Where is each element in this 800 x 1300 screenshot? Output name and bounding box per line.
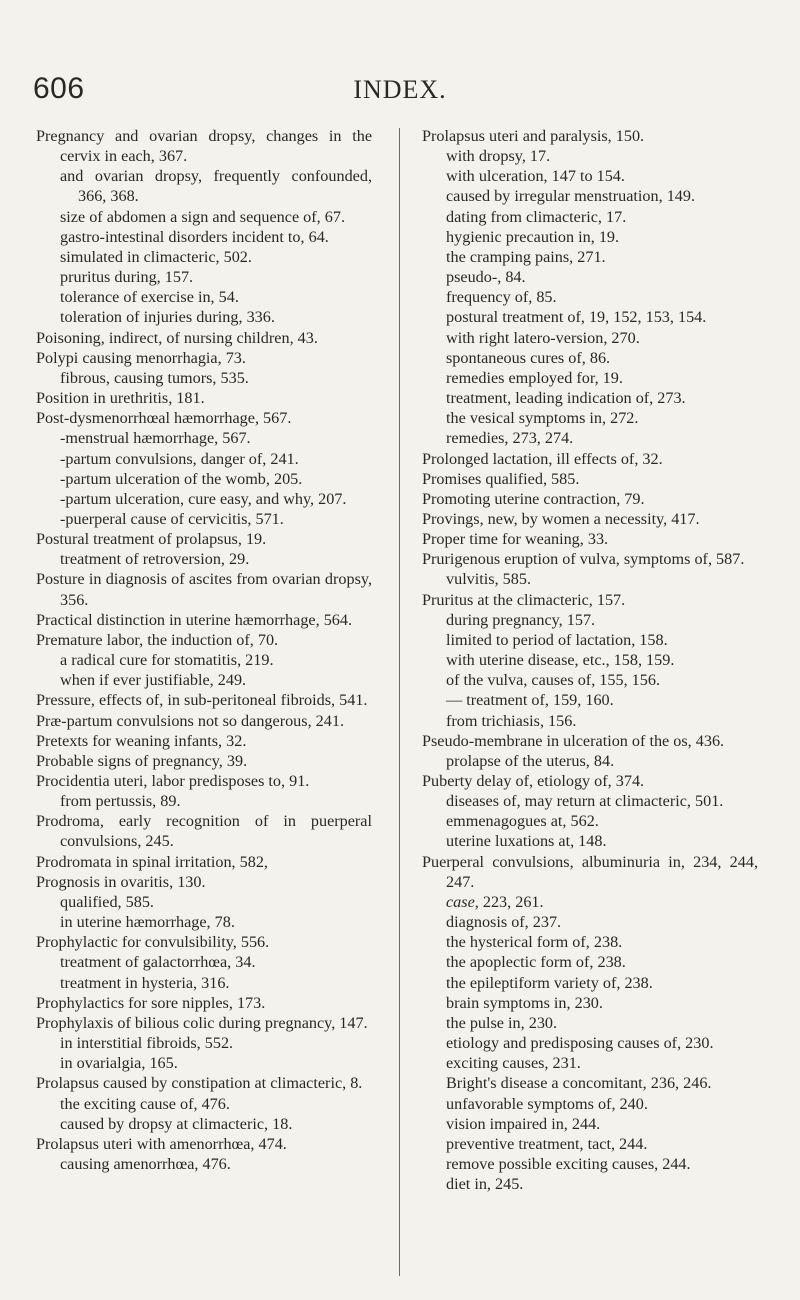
index-entry: Præ-partum convulsions not so dangerous, 241. <box>36 711 344 730</box>
index-subentry: — treatment of, 159, 160. <box>446 691 614 710</box>
index-subentry: treatment of galactorrhœa, 34. <box>60 953 256 972</box>
index-entry: Prolonged lactation, ill effects of, 32. <box>422 449 663 468</box>
index-entry: Prolapsus uteri and paralysis, 150. <box>422 127 645 145</box>
index-subentry: -partum ulceration, cure easy, and why, 207. <box>60 489 347 508</box>
index-entry: Prodromata in spinal irritation, 582, <box>36 852 268 871</box>
index-subentry: qualified, 585. <box>60 892 154 911</box>
index-subentry: remove possible exciting causes, 244. <box>446 1154 691 1173</box>
index-entry: Post-dysmenorrhœal hæmorrhage, 567. <box>36 409 292 428</box>
index-subentry: a radical cure for stomatitis, 219. <box>60 651 274 670</box>
index-subentry: from trichiasis, 156. <box>446 711 577 730</box>
index-subentry: uterine luxations at, 148. <box>446 832 607 851</box>
index-entry: Posture in diagnosis of ascites from ovarian dropsy, 356. <box>36 570 372 609</box>
index-subentry: from pertussis, 89. <box>60 792 181 811</box>
index-subentry: causing amenorrhœa, 476. <box>60 1154 231 1173</box>
index-subentry: and ovarian dropsy, frequently confounded, 366, 368. <box>60 167 372 206</box>
index-subentry: pruritus during, 157. <box>60 268 194 287</box>
index-entry: Position in urethritis, 181. <box>36 389 205 408</box>
index-subentry: -menstrual hæmorrhage, 567. <box>60 429 251 448</box>
index-subentry: the hysterical form of, 238. <box>446 933 623 952</box>
index-subentry: treatment in hysteria, 316. <box>60 973 230 992</box>
index-entry: Polypi causing menorrhagia, 73. <box>36 348 246 367</box>
index-column-right <box>422 126 758 1194</box>
index-subentry: vision impaired in, 244. <box>446 1114 601 1133</box>
index-entry: Probable signs of pregnancy, 39. <box>36 751 248 770</box>
index-subentry: hygienic precaution in, 19. <box>446 227 620 246</box>
index-entry: Pressure, effects of, in sub-peritoneal fibroids, 541. <box>36 691 368 710</box>
index-entry: Puberty delay of, etiology of, 374. <box>422 772 645 790</box>
index-entry: Puerperal convulsions, albuminuria in, 234, 244, 247. <box>422 852 758 891</box>
index-entry: Pregnancy and ovarian dropsy, changes in the cervix in each, 367. <box>36 127 372 166</box>
index-subentry: frequency of, 85. <box>446 288 557 307</box>
index-subentry: dating from climacteric, 17. <box>446 207 627 226</box>
index-subentry: fibrous, causing tumors, 535. <box>60 368 249 387</box>
index-subentry: prolapse of the uterus, 84. <box>446 751 615 770</box>
index-subentry: when if ever justifiable, 249. <box>60 671 247 690</box>
index-entry: Prophylaxis of bilious colic during pregnancy, 147. <box>36 1013 368 1032</box>
index-entry: Postural treatment of prolapsus, 19. <box>36 530 267 549</box>
index-subentry: the exciting cause of, 476. <box>60 1094 230 1113</box>
index-subentry: treatment, leading indication of, 273. <box>446 389 686 408</box>
index-subentry: -puerperal cause of cervicitis, 571. <box>60 509 284 528</box>
index-subentry: emmenagogues at, 562. <box>446 812 599 831</box>
running-head: INDEX. <box>353 75 447 104</box>
index-subentry: brain symptoms in, 230. <box>446 993 603 1012</box>
index-subentry: preventive treatment, tact, 244. <box>446 1134 648 1153</box>
index-subentry: caused by dropsy at climacteric, 18. <box>60 1114 293 1133</box>
index-subentry: gastro-intestinal disorders incident to, 64. <box>60 227 329 246</box>
index-entry: Procidentia uteri, labor predisposes to, 91. <box>36 772 310 790</box>
index-subentry: the vesical symptoms in, 272. <box>446 409 639 428</box>
index-subentry: the pulse in, 230. <box>446 1013 558 1032</box>
index-subentry: the cramping pains, 271. <box>446 247 606 266</box>
index-entry: Prodroma, early recognition of in puerperal convulsions, 245. <box>36 812 372 851</box>
index-column-left <box>36 126 372 1174</box>
index-entry: Prognosis in ovaritis, 130. <box>36 872 206 891</box>
index-subentry: diseases of, may return at climacteric, 501. <box>446 792 724 811</box>
index-entry: Premature labor, the induction of, 70. <box>36 630 279 649</box>
page-header <box>0 72 800 112</box>
index-subentry: -partum convulsions, danger of, 241. <box>60 449 299 468</box>
index-subentry: exciting causes, 231. <box>446 1054 581 1073</box>
index-subentry: treatment of retroversion, 29. <box>60 550 250 569</box>
index-subentry: diagnosis of, 237. <box>446 913 562 932</box>
column-divider <box>399 128 400 1276</box>
index-entry: Proper time for weaning, 33. <box>422 530 609 549</box>
index-subentry: Bright's disease a concomitant, 236, 246. <box>446 1074 712 1093</box>
page-number: 606 <box>33 72 85 105</box>
index-entry: Prolapsus uteri with amenorrhœa, 474. <box>36 1134 287 1153</box>
index-subentry: with ulceration, 147 to 154. <box>446 167 625 186</box>
index-entry: Prophylactic for convulsibility, 556. <box>36 933 270 952</box>
index-subentry: with dropsy, 17. <box>446 147 551 166</box>
index-subentry: the epileptiform variety of, 238. <box>446 973 653 992</box>
index-subentry: with uterine disease, etc., 158, 159. <box>446 651 675 670</box>
index-subentry: caused by irregular menstruation, 149. <box>446 187 696 206</box>
index-entry: Pretexts for weaning infants, 32. <box>36 731 247 750</box>
index-entry: Pseudo-membrane in ulceration of the os, 436. <box>422 731 725 750</box>
index-subentry: etiology and predisposing causes of, 230. <box>446 1034 714 1053</box>
index-entry: Promoting uterine contraction, 79. <box>422 489 645 508</box>
index-subentry: the apoplectic form of, 238. <box>446 953 626 972</box>
index-subentry: diet in, 245. <box>446 1175 524 1194</box>
index-subentry: tolerance of exercise in, 54. <box>60 288 239 307</box>
index-subentry: postural treatment of, 19, 152, 153, 154. <box>446 308 707 327</box>
index-subentry: during pregnancy, 157. <box>446 610 596 629</box>
index-subentry: toleration of injuries during, 336. <box>60 308 275 327</box>
index-subentry: with right latero-version, 270. <box>446 328 640 347</box>
index-subentry: in ovarialgia, 165. <box>60 1054 178 1073</box>
index-entry: Prolapsus caused by constipation at climacteric, 8. <box>36 1074 363 1093</box>
index-subentry: vulvitis, 585. <box>446 570 531 589</box>
index-entry: Prophylactics for sore nipples, 173. <box>36 993 266 1012</box>
index-subentry: remedies, 273, 274. <box>446 429 574 448</box>
index-subentry: limited to period of lactation, 158. <box>446 630 668 649</box>
index-subentry: unfavorable symptoms of, 240. <box>446 1094 648 1113</box>
index-subentry: simulated in climacteric, 502. <box>60 247 252 266</box>
index-entry: Poisoning, indirect, of nursing children, 43. <box>36 328 318 347</box>
index-entry: Provings, new, by women a necessity, 417. <box>422 509 700 528</box>
index-entry: Prurigenous eruption of vulva, symptoms of, 587. <box>422 550 745 569</box>
index-subentry: in interstitial fibroids, 552. <box>60 1034 234 1053</box>
index-subentry: -partum ulceration of the womb, 205. <box>60 469 303 488</box>
index-subentry: in uterine hæmorrhage, 78. <box>60 913 235 932</box>
index-subentry: size of abdomen a sign and sequence of, 67. <box>60 207 345 226</box>
index-subentry: pseudo-, 84. <box>446 268 526 287</box>
index-subentry: spontaneous cures of, 86. <box>446 348 611 367</box>
index-subentry: of the vulva, causes of, 155, 156. <box>446 671 660 690</box>
index-entry: Pruritus at the climacteric, 157. <box>422 590 626 609</box>
index-entry: Promises qualified, 585. <box>422 469 580 488</box>
index-subentry: case, 223, 261. <box>446 892 544 911</box>
index-subentry: remedies employed for, 19. <box>446 368 623 387</box>
index-entry: Practical distinction in uterine hæmorrhage, 564. <box>36 610 353 629</box>
